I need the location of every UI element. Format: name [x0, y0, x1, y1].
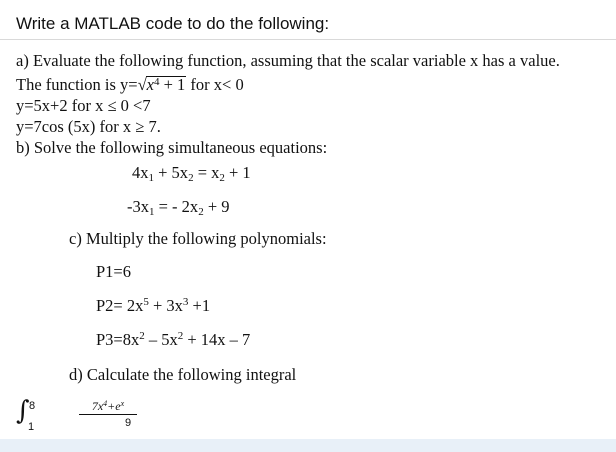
function-condition: for x< 0 — [186, 75, 244, 94]
function-prefix: The function is y= — [16, 75, 138, 94]
radicand-tail: + 1 — [159, 75, 186, 94]
integral-sign: ∫ — [16, 396, 30, 426]
eq2-tail: + 9 — [203, 197, 230, 216]
radicand-base: x — [146, 75, 154, 94]
part-a-case-3: y=7cos (5x) for x ≥ 7. — [16, 117, 161, 136]
eq1-term-2: + 5x — [154, 163, 189, 182]
numerator-exp-1: 4 — [103, 399, 108, 408]
equation-2 — [127, 197, 230, 217]
fraction-bar — [79, 414, 137, 415]
p3-term-3: + 14x – 7 — [183, 330, 251, 349]
radicand — [146, 76, 187, 93]
p3-term-1: P3=8x — [96, 330, 140, 349]
part-a-title: a) Evaluate the following function, assuming that the scalar variable x has a value. — [16, 51, 560, 70]
part-d-title: d) Calculate the following integral — [69, 365, 297, 384]
p3-exp-2: 2 — [177, 330, 184, 342]
p2-term-1: P2= 2x — [96, 296, 144, 315]
divider — [0, 39, 616, 40]
polynomial-p3 — [96, 330, 250, 350]
p2-term-2: + 3x — [148, 296, 183, 315]
p2-term-3: +1 — [188, 296, 211, 315]
eq2-term-2: = - 2x — [154, 197, 199, 216]
eq1-sub-2: 2 — [188, 172, 194, 184]
eq1-rhs: = x — [193, 163, 220, 182]
integral-expression — [16, 393, 156, 437]
part-a-function-line — [16, 75, 244, 95]
eq2-term-1: -3x — [127, 197, 149, 216]
eq1-sub-1: 1 — [148, 172, 154, 184]
p3-exp-1: 2 — [139, 330, 145, 342]
eq2-sub-1: 1 — [149, 206, 155, 218]
eq1-term-1: 4x — [132, 163, 149, 182]
integral-numerator — [92, 399, 124, 414]
integral-denominator: 9 — [124, 417, 132, 429]
page-title: Write a MATLAB code to do the following: — [16, 14, 330, 33]
equation-1 — [132, 163, 251, 183]
numerator-exp-2: x — [120, 399, 125, 408]
eq1-tail: + 1 — [224, 163, 251, 182]
numerator-term-1: 7x — [91, 399, 104, 413]
numerator-term-2: +e — [107, 399, 121, 413]
integral-lower-limit: 1 — [28, 421, 35, 433]
eq1-sub-3: 2 — [219, 172, 225, 184]
eq2-sub-2: 2 — [198, 206, 204, 218]
part-a-case-2: y=5x+2 for x ≤ 0 <7 — [16, 96, 151, 115]
p3-term-2: – 5x — [144, 330, 178, 349]
radicand-exponent: 4 — [153, 76, 160, 88]
integral-upper-limit: 8 — [29, 400, 36, 412]
square-root — [138, 75, 187, 95]
part-b-title: b) Solve the following simultaneous equations: — [16, 138, 328, 157]
part-c-title: c) Multiply the following polynomials: — [69, 229, 327, 248]
polynomial-p1: P1=6 — [96, 262, 131, 281]
bottom-band — [0, 439, 616, 452]
p2-exp-1: 5 — [143, 296, 149, 308]
p2-exp-2: 3 — [182, 296, 189, 308]
radical-sign: √ — [137, 75, 147, 94]
polynomial-p2 — [96, 296, 210, 316]
